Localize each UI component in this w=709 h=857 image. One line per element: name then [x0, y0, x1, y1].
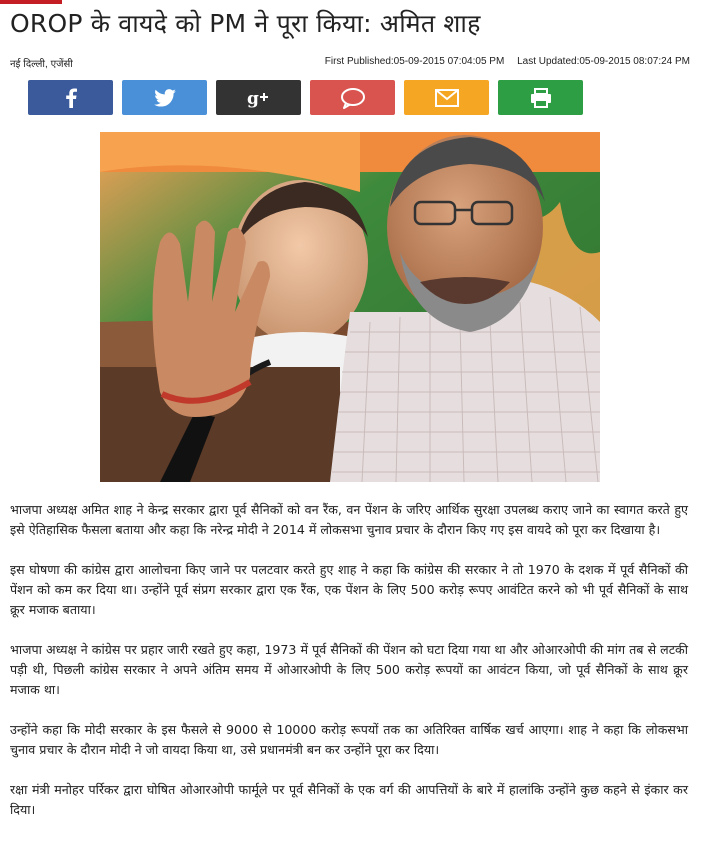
twitter-share-button[interactable]: [122, 80, 207, 115]
article-paragraph: रक्षा मंत्री मनोहर पर्रिकर द्वारा घोषित ओआरओपी फार्मूले पर पूर्व सैनिकों के एक वर्ग की आपत्तियों के बारे में हालांकि उन्होंने कुछ कहने से इंकार कर दिया।: [10, 782, 688, 817]
email-icon: [435, 89, 459, 107]
first-published: First Published:05-09-2015 07:04:05 PM: [324, 56, 505, 67]
article-paragraph: इस घोषणा की कांग्रेस द्वारा आलोचना किए जाने पर पलटवार करते हुए शाह ने कहा कि कांग्रेस की सरकार ने तो 1970 के दशक में पूर्व सैनिकों की पेंशन को कम कर दिया था। उन्होंने पूर्व संप्रग सरकार द्वारा एक रैंक, एक पेंशन के लिए 500 करोड़ रूपए आवंटित करने को भी पूर्व सैनिकों के साथ क्रूर मजाक बताया।: [10, 562, 688, 617]
twitter-icon: [154, 89, 176, 107]
facebook-share-button[interactable]: [28, 80, 113, 115]
comment-share-button[interactable]: [310, 80, 395, 115]
last-updated: Last Updated:05-09-2015 08:07:24 PM: [517, 56, 690, 67]
amit-shah-photo: [100, 132, 600, 482]
email-share-button[interactable]: [404, 80, 489, 115]
google-plus-icon: [246, 88, 272, 108]
comment-icon: [340, 87, 366, 109]
svg-text:g: g: [246, 88, 259, 108]
print-icon: [530, 88, 552, 108]
article-paragraph: उन्होंने कहा कि मोदी सरकार के इस फैसले से 9000 से 10000 करोड़ रूपयों तक का अतिरिक्त वार्षिक खर्च आएगा। शाह ने कहा कि लोकसभा चुनाव प्रचार के दौरान मोदी ने जो वायदा किया था, उसे प्रधानमंत्री बन कर उन्होंने पूरा कर दिया।: [10, 722, 688, 757]
article-meta: [10, 56, 690, 72]
timestamps: [315, 56, 690, 67]
article-paragraph: भाजपा अध्यक्ष ने कांग्रेस पर प्रहार जारी रखते हुए कहा, 1973 में पूर्व सैनिकों की पेंशन को घटा दिया गया था और ओआरओपी की मांग तब से लटकी पड़ी थी, पिछली कांग्रेस सरकार ने अपने अंतिम समय में ओआरओपी के लिए 500 करोड़ रूपयों का आवंटन किया, जो पूर्व सैनिकों के साथ क्रूर मजाक था।: [10, 642, 688, 697]
top-accent-bar: [0, 0, 62, 4]
dateline: नई दिल्ली, एजेंसी: [10, 59, 73, 70]
article-headline: OROP के वायदे को PM ने पूरा किया: अमित शाह: [10, 9, 481, 38]
article-photo: [100, 132, 600, 482]
article-body: [10, 500, 688, 840]
facebook-icon: [65, 88, 77, 108]
google-plus-share-button[interactable]: [216, 80, 301, 115]
article-paragraph: भाजपा अध्यक्ष अमित शाह ने केन्द्र सरकार द्वारा पूर्व सैनिकों को वन रैंक, वन पेंशन के जरिए आर्थिक सुरक्षा उपलब्ध कराए जाने का स्वागत करते हुए इसे ऐतिहासिक फैसला बताया और कहा कि नरेन्द्र मोदी ने 2014 में लोकसभा चुनाव प्रचार के दौरान किए गए इस वायदे को पूरा कर दिखाया है।: [10, 502, 688, 537]
print-share-button[interactable]: [498, 80, 583, 115]
